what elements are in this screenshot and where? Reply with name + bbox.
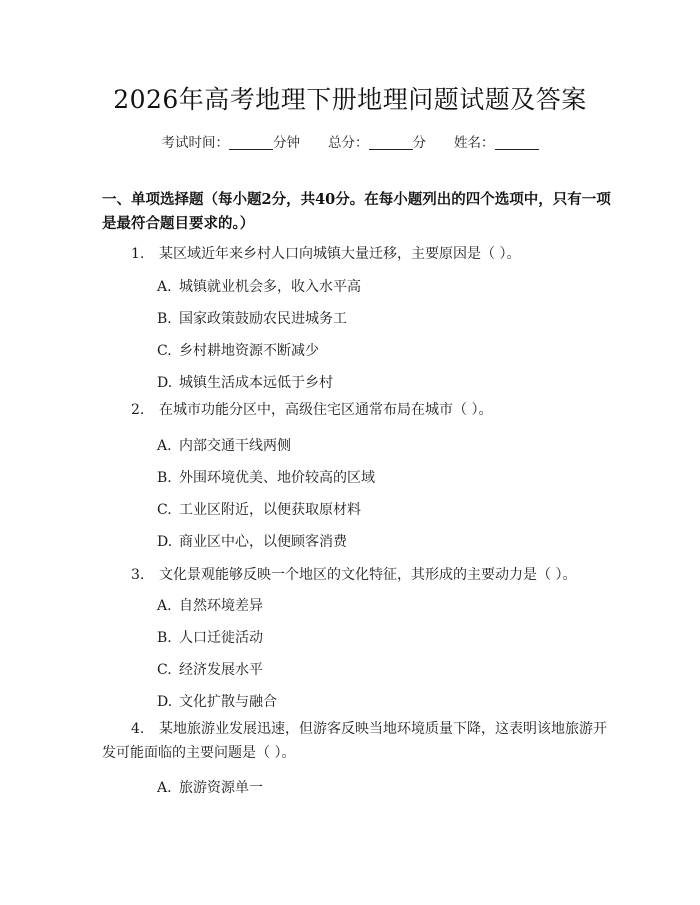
option-letter: D.: [157, 694, 173, 710]
student-name-label: 姓名：: [454, 135, 495, 151]
option-letter: A.: [157, 279, 172, 295]
option-text: 城镇生活成本远低于乡村: [179, 375, 333, 391]
option-text: 内部交通干线两侧: [179, 438, 291, 454]
option-text: 自然环境差异: [179, 598, 263, 614]
question-text: 文化景观能够反映一个地区的文化特征，其形成的主要动力是（ ）。: [159, 567, 577, 583]
question-number: 3.: [131, 567, 145, 583]
total-score-unit: 分: [412, 135, 426, 151]
option-letter: D.: [157, 534, 173, 550]
exam-meta: [0, 131, 700, 151]
question-text: 在城市功能分区中，高级住宅区通常布局在城市（ ）。: [159, 402, 493, 418]
question-4: [131, 717, 607, 742]
question-2-option-d: [157, 531, 347, 551]
exam-time-label: 考试时间：: [161, 135, 229, 151]
option-text: 国家政策鼓励农民进城务工: [179, 311, 347, 327]
option-text: 工业区附近，以便获取原材料: [179, 502, 361, 518]
total-score-field: [328, 131, 426, 151]
option-letter: D.: [157, 375, 173, 391]
student-name-field: [454, 131, 539, 151]
exam-time-field: [162, 131, 301, 151]
question-3-option-b: [157, 627, 263, 647]
student-name-blank: [495, 135, 539, 150]
option-letter: B.: [157, 470, 172, 486]
question-1-option-d: [157, 372, 333, 392]
question-4-option-a: [157, 777, 263, 797]
option-text: 文化扩散与融合: [179, 694, 277, 710]
section-heading: 一、单项选择题（每小题2分，共40分。在每小题列出的四个选项中，只有一项是最符合题目要求的。）: [102, 191, 611, 232]
question-4-continued: [102, 741, 295, 766]
option-text: 旅游资源单一: [179, 780, 263, 796]
option-text: 商业区中心，以便顾客消费: [179, 534, 347, 550]
question-3-option-c: [157, 659, 263, 679]
option-text: 人口迁徙活动: [179, 630, 263, 646]
question-2-option-a: [157, 435, 291, 455]
total-score-blank: [369, 135, 413, 150]
option-letter: A.: [157, 780, 172, 796]
option-text: 外围环境优美、地价较高的区域: [179, 470, 375, 486]
question-number: 4.: [131, 721, 145, 737]
exam-time-unit: 分钟: [273, 135, 300, 151]
question-2-option-b: [157, 467, 375, 487]
option-letter: C.: [157, 502, 172, 518]
option-letter: B.: [157, 311, 172, 327]
question-number: 2.: [131, 402, 145, 418]
question-1: [131, 242, 520, 267]
option-text: 乡村耕地资源不断减少: [179, 343, 319, 359]
question-2-option-c: [157, 499, 361, 519]
question-1-option-c: [157, 340, 319, 360]
question-1-option-b: [157, 308, 347, 328]
question-text-line-1: 某地旅游业发展迅速，但游客反映当地环境质量下降，这表明该地旅游开: [159, 721, 607, 737]
exam-time-blank: [229, 135, 273, 150]
question-number: 1.: [131, 246, 145, 262]
question-3-option-d: [157, 691, 277, 711]
page-title: 2026年高考地理下册地理问题试题及答案: [113, 85, 587, 114]
question-2: [131, 398, 492, 423]
option-letter: A.: [157, 438, 172, 454]
option-letter: B.: [157, 630, 172, 646]
option-letter: A.: [157, 598, 172, 614]
question-3-option-a: [157, 595, 263, 615]
question-text: 某区域近年来乡村人口向城镇大量迁移，主要原因是（ ）。: [159, 246, 521, 262]
option-letter: C.: [157, 343, 172, 359]
question-text-line-2: 发可能面临的主要问题是（ ）。: [102, 745, 296, 761]
question-3: [131, 563, 576, 588]
option-text: 城镇就业机会多，收入水平高: [179, 279, 361, 295]
option-letter: C.: [157, 662, 172, 678]
total-score-label: 总分：: [328, 135, 369, 151]
question-1-option-a: [157, 276, 361, 296]
option-text: 经济发展水平: [179, 662, 263, 678]
